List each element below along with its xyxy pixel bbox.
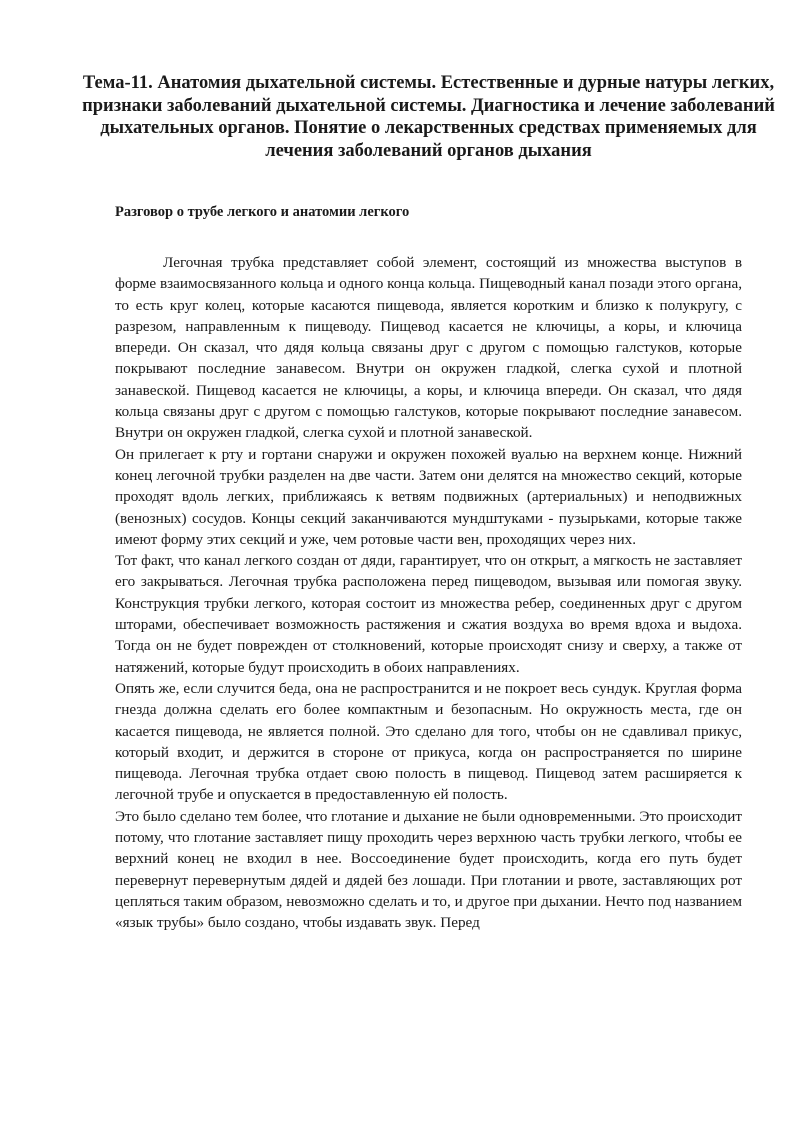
document-body: [115, 252, 742, 934]
paragraph: Опять же, если случится беда, она не распространится и не покроет весь сундук. Круглая форма гнезда должна сделать его более компактным и безопасным. Но окружность места, где он касается пищевода, не является полной. Это сделано для того, чтобы он не сдавливал прикус, который входит, и держится в стороне от прикуса, когда он распространяется по ширине пищевода. Легочная трубка отдает свою полость в пищевод. Пищевод затем расширяется к легочной трубе и опускается в предоставленную ей полость.: [115, 679, 742, 804]
paragraph: Легочная трубка представляет собой элемент, состоящий из множества выступов в форме взаимосвязанного кольца и одного конца кольца. Пищеводный канал позади этого органа, то есть круг колец, которые касаются пищевода, является коротким и близко к полукругу, с разрезом, направленным к пищеводу. Пищевод касается не ключицы, а коры, и ключица впереди. Он сказал, что дядя кольца связаны друг с другом с помощью галстуков, которые покрывают последние занавесом. Внутри он окружен гладкой, слегка сухой и плотной занавеской. Пищевод касается не ключицы, а коры, и ключица впереди. Он сказал, что дядя кольца связаны друг с другом с помощью галстуков, которые покрывают последние занавесом. Внутри он окружен гладкой, слегка сухой и плотной занавеской.: [115, 254, 742, 442]
paragraph: Он прилегает к рту и гортани снаружи и окружен похожей вуалью на верхнем конце. Нижний конец легочной трубки разделен на две части. Затем они делятся на множество секций, которые проходят вдоль легких, приближаясь к ветвям подвижных (артериальных) и неподвижных (венозных) сосудов. Концы секций заканчиваются мундштуками - пузырьками, которые также имеют форму этих секций и уже, чем ротовые части вен, проходящих через них.: [115, 445, 742, 548]
document-title: Тема-11. Анатомия дыхательной системы. Естественные и дурные натуры легких, признаки заболеваний дыхательной системы. Диагностика и лечение заболеваний дыхательных органов. Понятие о лекарственных средствах применяемых для лечения заболеваний органов дыхания: [82, 73, 775, 161]
document-page: [82, 72, 775, 934]
section-heading: Разговор о трубе легкого и анатомии легкого: [115, 204, 410, 220]
paragraph: Это было сделано тем более, что глотание и дыхание не были одновременными. Это происходит потому, что глотание заставляет пищу проходить через верхнюю часть трубки легкого, чтобы ее верхний конец не входил в нее. Воссоединение будет происходить, когда его путь будет перевернут перевернутым дядей и дядей без лошади. При глотании и рвоте, заставляющих рот цепляться таким образом, невозможно сделать и то, и другое при дыхании. Нечто под названием «язык трубы» было создано, чтобы издавать звук. Перед: [115, 807, 742, 932]
paragraph: Тот факт, что канал легкого создан от дяди, гарантирует, что он открыт, а мягкость не заставляет его закрываться. Легочная трубка расположена перед пищеводом, вызывая или помогая звуку. Конструкция трубки легкого, которая состоит из множества ребер, соединенных друг с другом шторами, обеспечивает возможность растяжения и сжатия воздуха во время вдоха и выдоха. Тогда он не будет поврежден от столкновений, которые происходят снизу и сверху, а также от натяжений, которые будут происходить в обоих направлениях.: [115, 552, 742, 676]
